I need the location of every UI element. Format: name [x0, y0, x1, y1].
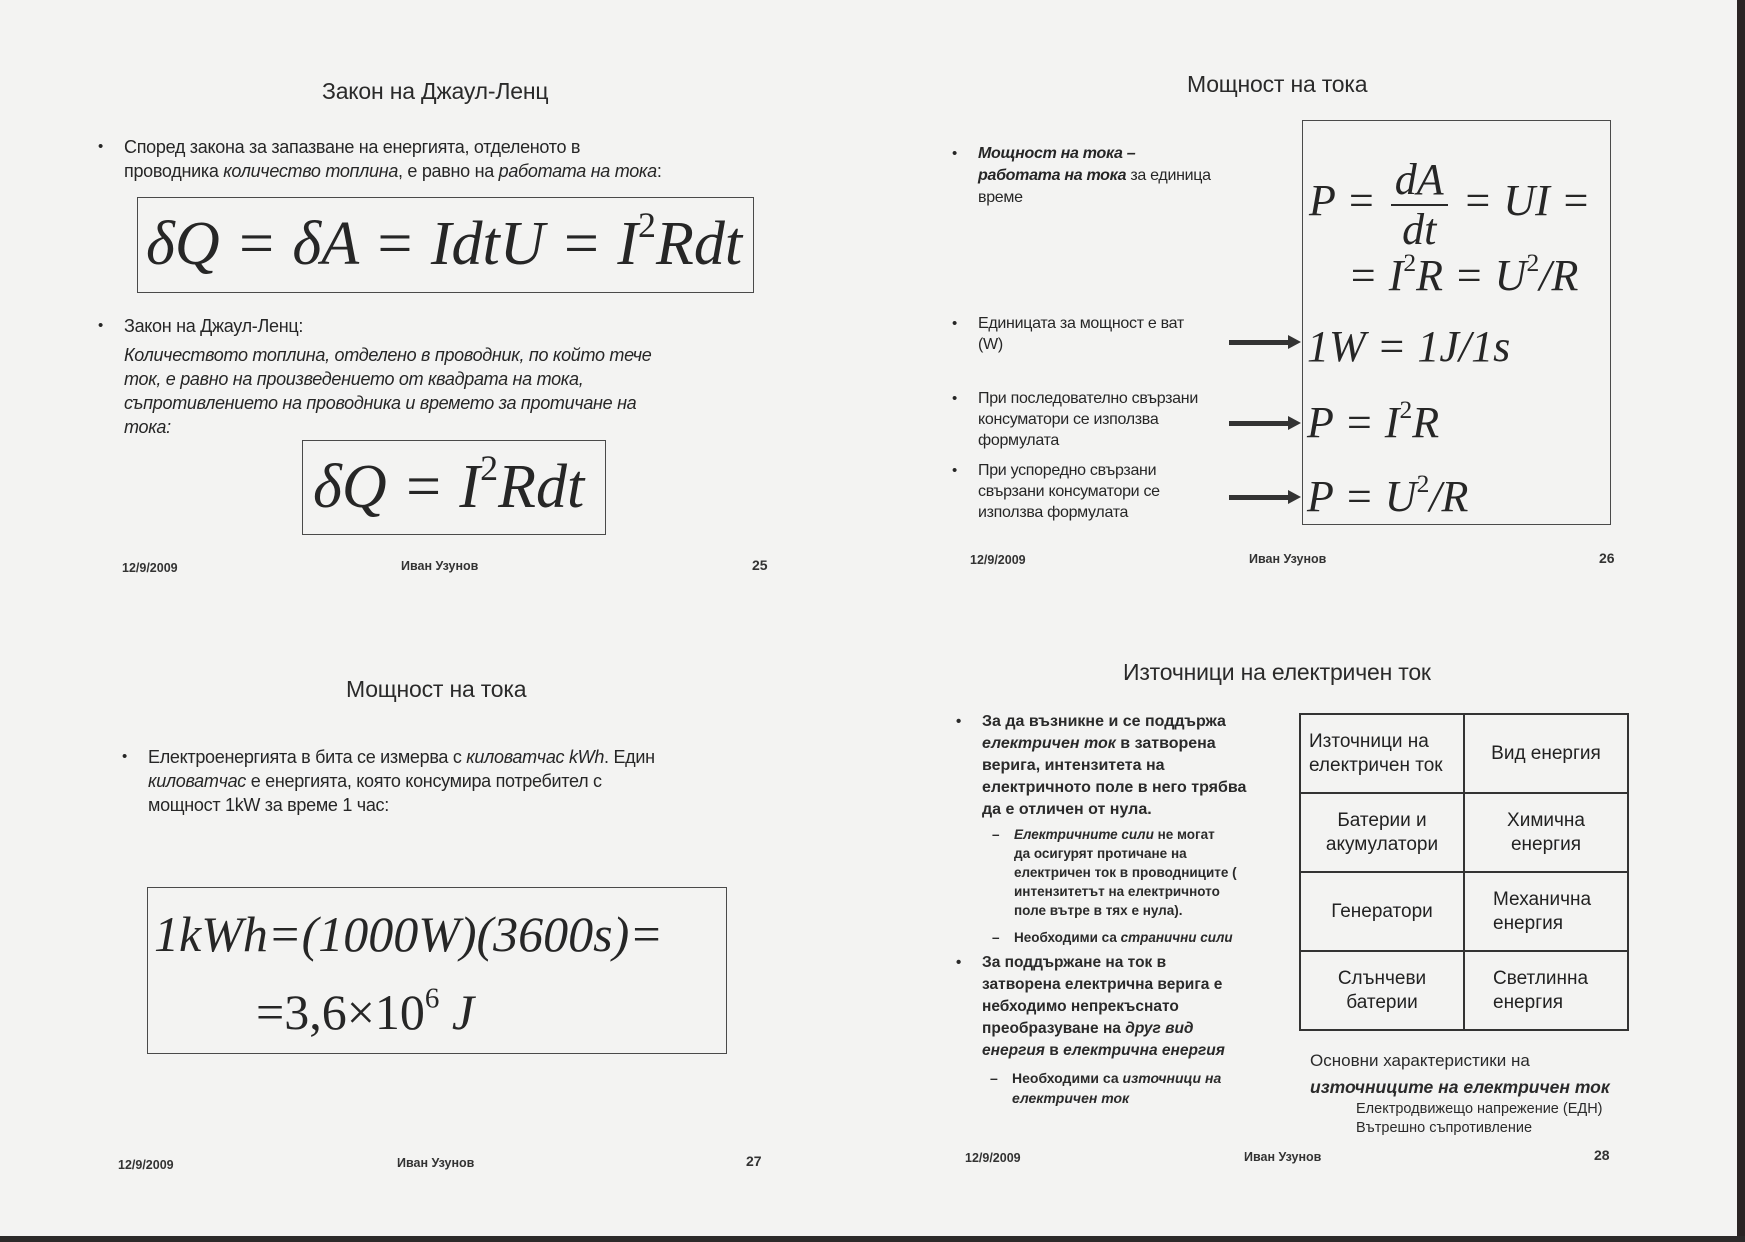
bullet-line: небходимо непрекъснато [982, 998, 1179, 1015]
footer-author: Иван Узунов [1244, 1150, 1322, 1164]
bullet-line: формулата [978, 432, 1060, 449]
page-number: 28 [1594, 1147, 1610, 1163]
law-line: тока: [124, 417, 171, 437]
table-cell: Механична енергия [1464, 872, 1628, 951]
bullet-current-condition [982, 711, 1282, 821]
formula-power-resistance: = $I^2R = U^2/R$ [1348, 247, 1579, 300]
bullet-power-definition [978, 143, 1278, 209]
characteristics-block [1310, 1048, 1610, 1138]
bullet-parallel-connection [978, 460, 1258, 523]
bullet-line: електричен ток в затворена [982, 735, 1216, 752]
bullet-line: • Единицата за мощност е ват [978, 315, 1184, 332]
page-number: 26 [1599, 550, 1615, 566]
bullet-line: (W) [978, 336, 1003, 353]
slide-title: Източници на електричен ток [1123, 659, 1431, 685]
sub-line: интензитетът на електричното [1014, 884, 1220, 899]
bullet-line: • Електроенергията в бита се измерва с киловатчас kWh. Един [148, 747, 655, 767]
formula-parallel: $P = U^2/R$ [1307, 468, 1469, 521]
characteristics-subject: източниците на електричен ток [1310, 1077, 1610, 1097]
bullet-line: • Според закона за запазване на енергията, отделеното в [124, 137, 581, 157]
bullet-line: проводника количество топлина, е равно на работата на тока: [124, 161, 662, 181]
footer-date: 12/9/2009 [965, 1151, 1021, 1165]
table-cell: Батерии и акумулатори [1300, 793, 1464, 872]
table-header-cell: Вид енергия [1464, 714, 1628, 793]
characteristic-item: Електродвижещо напрежение (ЕДН) [1356, 1101, 1603, 1117]
page-number: 25 [752, 557, 768, 573]
bullet-watt-unit [978, 313, 1258, 355]
formula-kwh-line2: $=3,6\times 10^6$ J [256, 982, 475, 1040]
footer-date: 12/9/2009 [118, 1158, 174, 1172]
sources-table [1299, 713, 1629, 1031]
dash-marker: – [992, 930, 1000, 945]
bullet-line: • За да възникне и се поддържа [982, 713, 1226, 730]
slide-title: Мощност на тока [1187, 71, 1368, 97]
bullet-line: използва формулата [978, 504, 1129, 521]
formula-box-power [1302, 120, 1611, 525]
table-header-cell: Източници на електричен ток [1300, 714, 1464, 793]
law-line: Количеството топлина, отделено в проводник, по който тече [124, 345, 652, 365]
bullet-line: да е отличен от нула. [982, 801, 1152, 818]
bullet-line: верига, интензитета на [982, 757, 1165, 774]
definition-line: работата на тока за единица [978, 167, 1211, 184]
footer-author: Иван Узунов [401, 559, 479, 573]
table-row [1300, 872, 1628, 951]
bullet-energy-conservation [124, 135, 764, 183]
table-cell: Слънчеви батерии [1300, 951, 1464, 1030]
bullet-line: консуматори се използва [978, 411, 1159, 428]
slide-title: Закон на Джаул-Ленц [322, 78, 549, 104]
footer-author: Иван Узунов [1249, 552, 1327, 566]
formula-box-kwh [147, 887, 727, 1054]
sub-bullet-side-forces: – Необходими са странични сили [992, 930, 1233, 945]
table-header-row [1300, 714, 1628, 793]
bullet-joule-law [124, 314, 764, 439]
formula-box-joule-short [302, 440, 606, 535]
bullet-line: преобразуване на друг вид [982, 1020, 1194, 1037]
law-line: съпротивлението на проводника и времето за протичане на [124, 393, 637, 413]
sub-line: електричен ток в проводниците ( [1014, 865, 1237, 880]
table-cell: Химична енергия [1464, 793, 1628, 872]
scan-edge-bottom [0, 1236, 1745, 1242]
sub-line: да осигурят протичане на [1014, 846, 1187, 861]
bullet-line: енергия в електрична енергия [982, 1042, 1225, 1059]
dash-marker: – [992, 827, 1000, 842]
bullet-heading: • Закон на Джаул-Ленц: [124, 316, 304, 336]
bullet-line: • При последователно свързани [978, 390, 1198, 407]
scan-edge-right [1737, 0, 1745, 1242]
formula-box-joule-full [137, 197, 754, 293]
dash-marker: – [990, 1070, 998, 1086]
table-cell: Генератори [1300, 872, 1464, 951]
sub-line: поле вътре в тях е нула). [1014, 903, 1183, 918]
definition-line: време [978, 189, 1023, 206]
sub-line: Електричните сили не могат [1014, 827, 1215, 842]
bullet-line: киловатчас е енергията, която консумира потребител с [148, 771, 602, 791]
formula-series: $P = I^2R$ [1307, 394, 1440, 447]
bullet-line: • За поддържане на ток в [982, 954, 1167, 971]
bullet-line: електричното поле в него трябва [982, 779, 1247, 796]
formula-kwh-line1: 1kWh=(1000W)(3600s)= [154, 906, 664, 962]
formula-joule-short: $\delta Q = I^2Rdt$ [313, 448, 585, 521]
formula-watt: 1W = 1J/1s [1307, 322, 1511, 371]
arrow-right-icon [1229, 340, 1289, 345]
table-row [1300, 793, 1628, 872]
table-cell: Светлинна енергия [1464, 951, 1628, 1030]
sub-bullet-sources-needed: – Необходими са източници на електричен ток [990, 1070, 1222, 1106]
bullet-kilowatt-hour [148, 745, 768, 817]
bullet-series-connection [978, 388, 1258, 451]
footer-date: 12/9/2009 [122, 561, 178, 575]
bullet-line: затворена електрична верига е [982, 976, 1223, 993]
bullet-line: мощност 1kW за време 1 час: [148, 795, 389, 815]
footer-author: Иван Узунов [397, 1156, 475, 1170]
formula-power-definition: P = $\frac{dA}{dt}$ = UI = [1309, 155, 1591, 254]
arrow-right-icon [1229, 495, 1289, 500]
characteristic-item: Вътрешно съпротивление [1356, 1120, 1533, 1136]
formula-joule-full: δQ = δA = IdtU = $I^2Rdt$ [146, 205, 743, 278]
bullet-energy-conversion [982, 952, 1282, 1062]
bullet-line: • При успоредно свързани [978, 462, 1157, 479]
arrow-right-icon [1229, 421, 1289, 426]
table-row [1300, 951, 1628, 1030]
characteristics-heading: Основни характеристики на [1310, 1051, 1530, 1070]
slide-title: Мощност на тока [346, 676, 527, 702]
bullet-line: свързани консуматори се [978, 483, 1160, 500]
law-line: ток, е равно на произведението от квадрата на тока, [124, 369, 584, 389]
definition-term: • Мощност на тока – [978, 145, 1136, 162]
sub-bullet-electric-forces [992, 825, 1284, 920]
footer-date: 12/9/2009 [970, 553, 1026, 567]
page-number: 27 [746, 1153, 762, 1169]
